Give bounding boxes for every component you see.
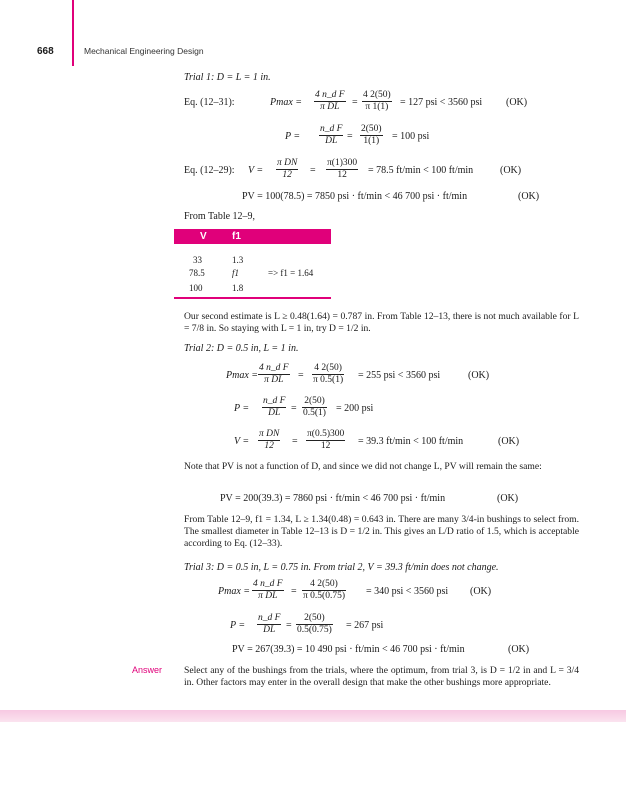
pv-line: PV = 100(78.5) = 7850 psi · ft/min < 46 700 psi · ft/min xyxy=(242,191,468,202)
t3-p-lhs: P = xyxy=(230,620,246,631)
t2-pmax-ok: (OK) xyxy=(468,370,490,381)
table-row-2-note: => f1 = 1.64 xyxy=(268,268,314,278)
paragraph-table-selection: From Table 12–9, f1 = 1.34, L ≥ 1.34(0.48) = 0.643 in. There are many 3/4-in bushings to select from. The smallest diameter in Table 12–13 is D = 1/2 in. This gives an L/D ratio of 1.5, which is acceptable according to Eq. (12–33). xyxy=(184,514,579,549)
t3-pv-line: PV = 267(39.3) = 10 490 psi · ft/min < 46 700 psi · ft/min xyxy=(232,644,465,655)
p-result: = 100 psi xyxy=(392,131,430,142)
page-number: 668 xyxy=(37,46,54,57)
t3-p-fraction-2: $\frac{2(50)}{0.5(0.75)}$ xyxy=(297,613,332,635)
t2-pmax-lhs: Pmax = xyxy=(226,370,259,381)
t2-pmax-fraction-2: $\frac{4 2(50)}{\pi 0.5(1)}$ xyxy=(313,363,344,385)
t3-pv-ok: (OK) xyxy=(508,644,530,655)
page-bottom-band xyxy=(0,710,626,722)
table-row-3-v: 100 xyxy=(189,283,203,293)
p-fraction-2: $\frac{2(50)}{1(1)}$ xyxy=(361,124,382,146)
v-result: = 78.5 ft/min < 100 ft/min xyxy=(368,165,474,176)
t2-p-fraction-2: $\frac{2(50)}{0.5(1)}$ xyxy=(303,396,326,418)
book-title: Mechanical Engineering Design xyxy=(84,46,204,56)
table-row-2-v: 78.5 xyxy=(189,268,205,278)
table-row-1-f: 1.3 xyxy=(232,255,244,265)
t3-pmax-result: = 340 psi < 3560 psi xyxy=(366,586,449,597)
trial3-heading: Trial 3: D = 0.5 in, L = 0.75 in. From trial 2, V = 39.3 ft/min does not change. xyxy=(184,562,499,573)
answer-label: Answer xyxy=(132,665,163,675)
t3-p-result: = 267 psi xyxy=(346,620,384,631)
eq-12-31-label: Eq. (12–31): xyxy=(184,97,235,108)
pmax-result: = 127 psi < 3560 psi xyxy=(400,97,483,108)
table-row-2-f: f1 xyxy=(232,268,240,278)
eq-12-29-label: Eq. (12–29): xyxy=(184,165,235,176)
t2-p-fraction-1: $\frac{\text{n\_d F}}{DL}$ xyxy=(263,396,286,418)
pmax-fraction-2: $\frac{4 2(50)}{\pi 1(1)}$ xyxy=(363,90,391,112)
t2-v-fraction-2: $\frac{\pi(0.5)300}{12}$ xyxy=(307,429,345,451)
paragraph-pv-note: Note that PV is not a function of D, and since we did not change L, PV will remain the same: xyxy=(184,461,542,472)
pmax-ok: (OK) xyxy=(506,97,528,108)
t3-pmax-lhs: Pmax = xyxy=(218,586,251,597)
trial2-heading: Trial 2: D = 0.5 in, L = 1 in. xyxy=(184,343,299,354)
t2-pmax-result: = 255 psi < 3560 psi xyxy=(358,370,441,381)
p-lhs: P = xyxy=(285,131,301,142)
t2-pmax-fraction-1: $\frac{\text{4 n\_d F}}{\text{π DL}}$ xyxy=(259,363,289,385)
v-fraction-1: $\frac{\text{π DN}}{12}$ xyxy=(277,158,298,180)
pmax-fraction-1: $\frac{\text{4 n\_d F}}{\text{π DL}}$ xyxy=(315,90,345,112)
t2-v-lhs: V = xyxy=(234,436,250,447)
pmax-lhs: Pmax = xyxy=(270,97,303,108)
t3-pmax-fraction-1: $\frac{\text{4 n\_d F}}{\text{π DL}}$ xyxy=(253,579,283,601)
pv2-line: PV = 200(39.3) = 7860 psi · ft/min < 46 700 psi · ft/min xyxy=(220,493,446,504)
v-fraction-2: $\frac{\pi(1)300}{12}$ xyxy=(327,158,358,180)
pv-ok: (OK) xyxy=(518,191,540,202)
t2-v-ok: (OK) xyxy=(498,436,520,447)
pv2-ok: (OK) xyxy=(497,493,519,504)
t2-p-result: = 200 psi xyxy=(336,403,374,414)
from-table-text: From Table 12–9, xyxy=(184,211,256,222)
t2-p-lhs: P = xyxy=(234,403,250,414)
table-row-1-v: 33 xyxy=(193,255,202,265)
paragraph-second-estimate: Our second estimate is L ≥ 0.48(1.64) = 0.787 in. From Table 12–13, there is not much available for L = 7/8 in. So staying with L = 1 in, try D = 1/2 in. xyxy=(184,311,579,334)
v-ok: (OK) xyxy=(500,165,522,176)
t3-pmax-fraction-2: $\frac{4 2(50)}{\pi 0.5(0.75)}$ xyxy=(303,579,345,601)
answer-text: Select any of the bushings from the trials, where the optimum, from trial 3, is D = 1/2 in and L = 3/4 in. Other factors may enter in the overall design that make the other bushings more appropriate. xyxy=(184,665,579,688)
t3-pmax-ok: (OK) xyxy=(470,586,492,597)
table-row-3-f: 1.8 xyxy=(232,283,244,293)
t2-v-fraction-1: $\frac{\text{π DN}}{12}$ xyxy=(259,429,280,451)
table-header-f1: f1 xyxy=(232,231,241,242)
table-header-v: V xyxy=(200,231,207,242)
trial1-heading: Trial 1: D = L = 1 in. xyxy=(184,72,271,83)
table-bottom-rule xyxy=(174,297,331,299)
v-lhs: V = xyxy=(248,165,264,176)
t3-p-fraction-1: $\frac{\text{n\_d F}}{DL}$ xyxy=(258,613,281,635)
t2-v-result: = 39.3 ft/min < 100 ft/min xyxy=(358,436,464,447)
table-header-bar xyxy=(174,229,331,244)
header-rule xyxy=(72,0,74,66)
p-fraction-1: $\frac{\text{n\_d F}}{DL}$ xyxy=(320,124,343,146)
